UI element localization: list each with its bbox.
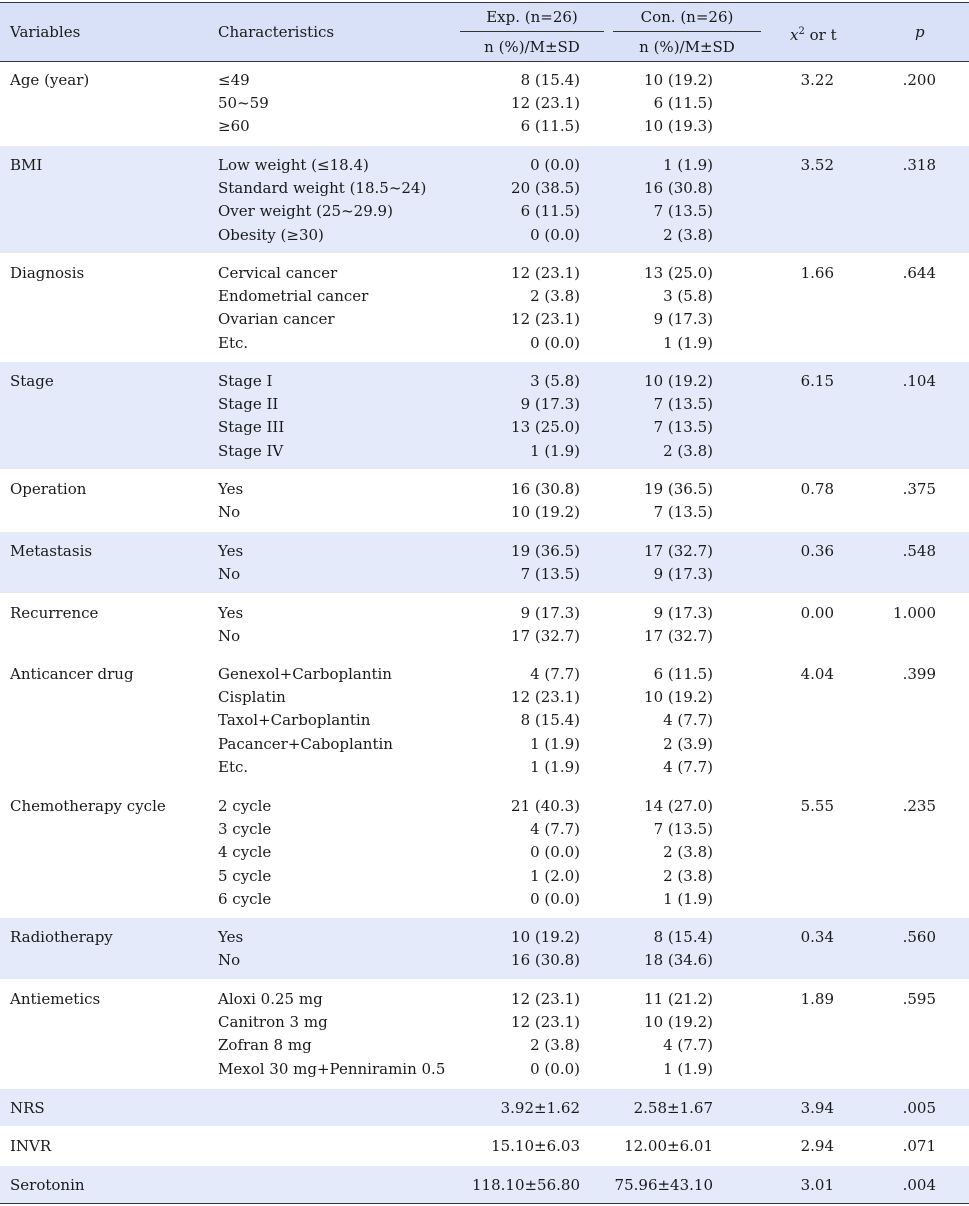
- exp-value-cell: 16 (30.8): [511, 951, 580, 970]
- exp-value-cell: 10 (19.2): [511, 928, 580, 946]
- con-value-cell: 17 (32.7): [644, 627, 713, 646]
- exp-value-cell: 12 (23.1): [511, 94, 580, 113]
- table-bottom-rule: [0, 1203, 969, 1204]
- con-value-cell: 16 (30.8): [644, 179, 713, 198]
- exp-value-cell: 3.92±1.62: [500, 1099, 580, 1117]
- table-row-group: [0, 787, 969, 918]
- p-value-cell: .235: [902, 797, 936, 815]
- variable-cell: INVR: [10, 1137, 52, 1155]
- characteristic-cell-column: [218, 926, 243, 972]
- con-value-cell: 6 (11.5): [653, 665, 713, 683]
- con-value-cell: 75.96±43.10: [614, 1176, 713, 1194]
- statistic-cell: 6.15: [800, 372, 834, 390]
- characteristic-cell: No: [218, 951, 241, 970]
- con-value-cell-column: [580, 540, 713, 586]
- variable-cell: Chemotherapy cycle: [10, 797, 166, 815]
- con-value-cell: 8 (15.4): [653, 928, 713, 946]
- table-row-group: [0, 61, 969, 145]
- variable-cell: Metastasis: [10, 542, 93, 560]
- characteristic-cell: Low weight (≤18.4): [218, 156, 369, 174]
- characteristic-cell: Stage I: [218, 372, 273, 390]
- characteristic-cell-column: [218, 154, 426, 247]
- statistic-cell: 3.52: [800, 156, 834, 174]
- exp-value-cell-column: [420, 478, 580, 524]
- statistic-cell: 3.01: [800, 1176, 834, 1194]
- con-value-cell: 7 (13.5): [653, 820, 713, 839]
- p-value-cell: .548: [902, 542, 936, 560]
- statistic-cell: 3.94: [800, 1099, 834, 1117]
- characteristic-cell: Cisplatin: [218, 688, 286, 707]
- con-value-cell: 1 (1.9): [663, 889, 713, 908]
- con-value-cell-column: [580, 602, 713, 648]
- con-value-cell-column: [580, 370, 713, 463]
- characteristic-cell: Mexol 30 mg+Penniramin 0.5: [218, 1059, 446, 1078]
- exp-value-cell: 2 (3.8): [530, 287, 580, 306]
- p-value-cell: .318: [902, 156, 936, 174]
- characteristic-cell: Yes: [218, 480, 244, 498]
- exp-value-cell: 12 (23.1): [511, 1013, 580, 1032]
- exp-value-cell-column: [420, 154, 580, 247]
- characteristic-cell-column: [218, 262, 368, 355]
- header-con-sub: n (%)/M±SD: [639, 38, 735, 56]
- characteristic-cell-column: [218, 478, 243, 524]
- con-value-cell: 2 (3.8): [663, 441, 713, 460]
- con-value-cell: 10 (19.3): [644, 117, 713, 136]
- con-value-cell-column: [580, 1097, 713, 1120]
- characteristic-cell-column: [218, 370, 284, 463]
- con-value-cell: 2 (3.8): [663, 843, 713, 862]
- characteristic-cell: Yes: [218, 604, 244, 622]
- con-value-cell: 4 (7.7): [663, 757, 713, 776]
- con-value-cell: 7 (13.5): [653, 202, 713, 221]
- con-value-cell: 10 (19.2): [644, 372, 713, 390]
- characteristic-cell: Over weight (25~29.9): [218, 202, 393, 221]
- exp-value-cell: 12 (23.1): [511, 264, 580, 282]
- characteristic-cell: Etc.: [218, 757, 249, 776]
- variable-cell: Recurrence: [10, 604, 99, 622]
- table-row-group: [0, 594, 969, 655]
- exp-value-cell: 6 (11.5): [520, 117, 580, 136]
- exp-value-cell-column: [420, 663, 580, 779]
- exp-value-cell: 8 (15.4): [520, 711, 580, 730]
- table-row-group: [0, 362, 969, 469]
- header-characteristics: Characteristics: [218, 23, 335, 41]
- statistic-cell: 0.34: [800, 928, 834, 946]
- characteristic-cell: Zofran 8 mg: [218, 1036, 312, 1055]
- characteristic-cell: ≤49: [218, 71, 250, 89]
- con-value-cell: 2 (3.9): [663, 734, 713, 753]
- statistic-cell: 2.94: [800, 1137, 834, 1155]
- exp-value-cell: 16 (30.8): [511, 480, 580, 498]
- con-value-cell-column: [580, 478, 713, 524]
- p-value-cell: .200: [902, 71, 936, 89]
- header-exp-rule: [460, 31, 604, 32]
- exp-value-cell: 0 (0.0): [530, 156, 580, 174]
- con-value-cell: 2 (3.8): [663, 866, 713, 885]
- characteristic-cell: Yes: [218, 928, 244, 946]
- con-value-cell-column: [580, 663, 713, 779]
- exp-value-cell: 13 (25.0): [511, 418, 580, 437]
- exp-value-cell-column: [420, 1135, 580, 1158]
- header-variables: Variables: [10, 23, 81, 41]
- table-row-group: [0, 532, 969, 593]
- exp-value-cell-column: [420, 926, 580, 972]
- con-value-cell: 9 (17.3): [653, 565, 713, 584]
- header-con-rule: [613, 31, 761, 32]
- variable-cell: Stage: [10, 372, 54, 390]
- con-value-cell-column: [580, 69, 713, 139]
- exp-value-cell-column: [420, 370, 580, 463]
- table-row-group: [0, 980, 969, 1087]
- exp-value-cell-column: [420, 1174, 580, 1197]
- characteristic-cell: 5 cycle: [218, 866, 272, 885]
- exp-value-cell: 0 (0.0): [530, 843, 580, 862]
- con-value-cell: 11 (21.2): [644, 990, 713, 1008]
- exp-value-cell-column: [420, 602, 580, 648]
- con-value-cell: 6 (11.5): [653, 94, 713, 113]
- characteristic-cell: No: [218, 565, 241, 584]
- p-value-cell: .399: [902, 665, 936, 683]
- con-value-cell: 12.00±6.01: [624, 1137, 713, 1155]
- characteristic-cell: Cervical cancer: [218, 264, 338, 282]
- statistic-cell: 5.55: [800, 797, 834, 815]
- con-value-cell-column: [580, 1135, 713, 1158]
- statistic-cell: 0.36: [800, 542, 834, 560]
- exp-value-cell: 0 (0.0): [530, 1059, 580, 1078]
- con-value-cell: 2 (3.8): [663, 225, 713, 244]
- characteristic-cell: ≥60: [218, 117, 250, 136]
- exp-value-cell: 1 (1.9): [530, 734, 580, 753]
- header-stat-rest: or t: [804, 26, 837, 44]
- p-value-cell: .375: [902, 480, 936, 498]
- variable-cell: Diagnosis: [10, 264, 85, 282]
- con-value-cell-column: [580, 926, 713, 972]
- con-value-cell: 3 (5.8): [663, 287, 713, 306]
- header-exp: Exp. (n=26): [486, 8, 578, 26]
- characteristic-cell: Obesity (≥30): [218, 225, 324, 244]
- con-value-cell-column: [580, 1174, 713, 1197]
- con-value-cell: 18 (34.6): [644, 951, 713, 970]
- exp-value-cell: 21 (40.3): [511, 797, 580, 815]
- exp-value-cell: 118.10±56.80: [472, 1176, 580, 1194]
- table-row-group: [0, 918, 969, 979]
- characteristic-cell: 50~59: [218, 94, 269, 113]
- exp-value-cell-column: [420, 795, 580, 911]
- exp-value-cell: 0 (0.0): [530, 889, 580, 908]
- p-value-cell: .005: [902, 1099, 936, 1117]
- exp-value-cell: 10 (19.2): [511, 503, 580, 522]
- exp-value-cell-column: [420, 988, 580, 1081]
- p-value-cell: .560: [902, 928, 936, 946]
- exp-value-cell: 12 (23.1): [511, 310, 580, 329]
- variable-cell: BMI: [10, 156, 43, 174]
- statistic-cell: 0.78: [800, 480, 834, 498]
- characteristic-cell-column: [218, 602, 243, 648]
- exp-value-cell-column: [420, 1097, 580, 1120]
- characteristic-cell: Stage II: [218, 395, 279, 414]
- characteristic-cell-column: [218, 69, 269, 139]
- con-value-cell: 2.58±1.67: [633, 1099, 713, 1117]
- con-value-cell: 13 (25.0): [644, 264, 713, 282]
- con-value-cell: 1 (1.9): [663, 333, 713, 352]
- exp-value-cell: 15.10±6.03: [491, 1137, 580, 1155]
- p-value-cell: .595: [902, 990, 936, 1008]
- table-row-group: [0, 1166, 969, 1203]
- variable-cell: Age (year): [10, 71, 90, 89]
- con-value-cell: 1 (1.9): [663, 156, 713, 174]
- exp-value-cell: 4 (7.7): [530, 820, 580, 839]
- con-value-cell: 10 (19.2): [644, 688, 713, 707]
- header-stat-x: x: [790, 26, 799, 44]
- con-value-cell: 10 (19.2): [644, 71, 713, 89]
- p-value-cell: 1.000: [893, 604, 936, 622]
- characteristic-cell: Ovarian cancer: [218, 310, 335, 329]
- exp-value-cell: 1 (1.9): [530, 441, 580, 460]
- characteristic-cell-column: [218, 663, 393, 779]
- characteristic-cell: Genexol+Carboplantin: [218, 665, 392, 683]
- con-value-cell: 9 (17.3): [653, 310, 713, 329]
- exp-value-cell: 0 (0.0): [530, 225, 580, 244]
- exp-value-cell: 3 (5.8): [530, 372, 580, 390]
- exp-value-cell: 12 (23.1): [511, 688, 580, 707]
- variable-cell: Anticancer drug: [10, 665, 134, 683]
- exp-value-cell: 9 (17.3): [520, 604, 580, 622]
- p-value-cell: .004: [902, 1176, 936, 1194]
- table-row-group: [0, 655, 969, 786]
- characteristic-cell: Yes: [218, 542, 244, 560]
- p-value-cell: .071: [902, 1137, 936, 1155]
- p-value-cell: .104: [902, 372, 936, 390]
- p-value-cell: .644: [902, 264, 936, 282]
- exp-value-cell: 8 (15.4): [520, 71, 580, 89]
- characteristic-cell: Stage IV: [218, 441, 284, 460]
- characteristic-cell: Endometrial cancer: [218, 287, 369, 306]
- con-value-cell: 4 (7.7): [663, 711, 713, 730]
- characteristic-cell: No: [218, 503, 241, 522]
- exp-value-cell: 4 (7.7): [530, 665, 580, 683]
- exp-value-cell-column: [420, 69, 580, 139]
- exp-value-cell: 12 (23.1): [511, 990, 580, 1008]
- statistic-cell: 3.22: [800, 71, 834, 89]
- characteristic-cell: Etc.: [218, 333, 249, 352]
- characteristic-cell-column: [218, 988, 445, 1081]
- exp-value-cell: 17 (32.7): [511, 627, 580, 646]
- exp-value-cell: 1 (2.0): [530, 866, 580, 885]
- characteristic-cell: Canitron 3 mg: [218, 1013, 328, 1032]
- exp-value-cell-column: [420, 540, 580, 586]
- variable-cell: Operation: [10, 480, 87, 498]
- characteristic-cell: Taxol+Carboplantin: [218, 711, 371, 730]
- characteristic-cell: Aloxi 0.25 mg: [218, 990, 323, 1008]
- exp-value-cell: 1 (1.9): [530, 757, 580, 776]
- con-value-cell: 4 (7.7): [663, 1036, 713, 1055]
- header-con: Con. (n=26): [640, 8, 734, 26]
- con-value-cell: 7 (13.5): [653, 503, 713, 522]
- exp-value-cell-column: [420, 262, 580, 355]
- con-value-cell: 14 (27.0): [644, 797, 713, 815]
- con-value-cell-column: [580, 988, 713, 1081]
- characteristic-cell: Stage III: [218, 418, 285, 437]
- statistic-cell: 4.04: [800, 665, 834, 683]
- con-value-cell: 1 (1.9): [663, 1059, 713, 1078]
- variable-cell: NRS: [10, 1099, 45, 1117]
- con-value-cell: 7 (13.5): [653, 418, 713, 437]
- characteristic-cell: No: [218, 627, 241, 646]
- statistic-cell: 1.66: [800, 264, 834, 282]
- con-value-cell: 9 (17.3): [653, 604, 713, 622]
- variable-cell: Radiotherapy: [10, 928, 113, 946]
- table-header: [0, 2, 969, 62]
- table-row-group: [0, 470, 969, 531]
- con-value-cell: 10 (19.2): [644, 1013, 713, 1032]
- header-p: p: [915, 23, 925, 41]
- con-value-cell-column: [580, 795, 713, 911]
- characteristic-cell: 2 cycle: [218, 797, 272, 815]
- header-stat-sup: 2: [798, 26, 805, 37]
- exp-value-cell: 0 (0.0): [530, 333, 580, 352]
- characteristic-cell-column: [218, 795, 271, 911]
- exp-value-cell: 19 (36.5): [511, 542, 580, 560]
- characteristic-cell: Pacancer+Caboplantin: [218, 734, 393, 753]
- table-row-group: [0, 146, 969, 253]
- statistic-cell: 1.89: [800, 990, 834, 1008]
- con-value-cell-column: [580, 262, 713, 355]
- statistic-cell: 0.00: [800, 604, 834, 622]
- exp-value-cell: 9 (17.3): [520, 395, 580, 414]
- characteristic-cell: 6 cycle: [218, 889, 272, 908]
- header-statistic: [790, 23, 837, 44]
- exp-value-cell: 6 (11.5): [520, 202, 580, 221]
- characteristic-cell: 3 cycle: [218, 820, 272, 839]
- con-value-cell: 17 (32.7): [644, 542, 713, 560]
- exp-value-cell: 7 (13.5): [520, 565, 580, 584]
- characteristic-cell: Standard weight (18.5~24): [218, 179, 427, 198]
- table-row-group: [0, 254, 969, 361]
- characteristic-cell: 4 cycle: [218, 843, 272, 862]
- header-exp-sub: n (%)/M±SD: [484, 38, 580, 56]
- variable-cell: Antiemetics: [10, 990, 101, 1008]
- con-value-cell: 7 (13.5): [653, 395, 713, 414]
- exp-value-cell: 2 (3.8): [530, 1036, 580, 1055]
- con-value-cell: 19 (36.5): [644, 480, 713, 498]
- table-row-group: [0, 1089, 969, 1126]
- characteristic-cell-column: [218, 540, 243, 586]
- con-value-cell-column: [580, 154, 713, 247]
- variable-cell: Serotonin: [10, 1176, 85, 1194]
- table-row-group: [0, 1127, 969, 1165]
- exp-value-cell: 20 (38.5): [511, 179, 580, 198]
